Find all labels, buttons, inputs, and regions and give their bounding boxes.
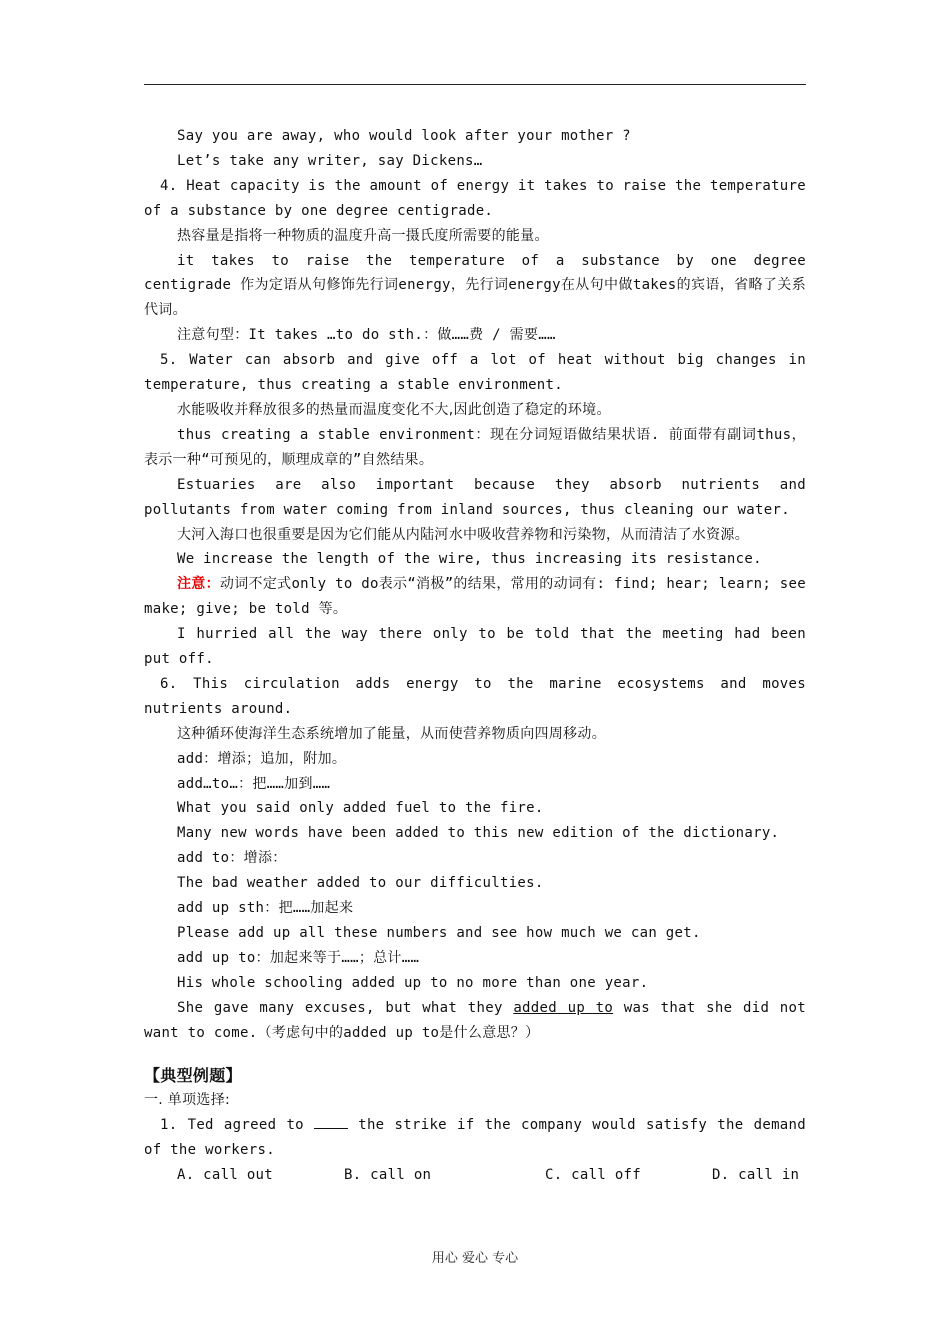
translation-line: 水能吸收并释放很多的热量而温度变化不大,因此创造了稳定的环境。 (177, 401, 611, 418)
example-line: The bad weather added to our difficulties. (177, 875, 544, 892)
translation-line: 热容量是指将一种物质的温度升高一摄氏度所需要的能量。 (177, 227, 549, 244)
definition-line: add up to：加起来等于……；总计…… (177, 949, 420, 966)
example-paragraph (144, 996, 806, 1046)
answer-options (144, 1163, 806, 1188)
example-line: Please add up all these numbers and see how much we can get. (177, 925, 701, 941)
section-heading: 【典型例题】 (144, 1065, 242, 1085)
explanation-line: thus creating a stable environment：现在分词短语做结果状语. 前面带有副词thus，表示一种“可预见的，顺理成章的”自然结果。 (144, 426, 806, 468)
definition-line: add to：增添： (177, 850, 287, 867)
option-a: A. call out (177, 1167, 274, 1184)
question-1 (144, 1113, 806, 1163)
explanation-line: it takes to raise the temperature of a substance by one degree centigrade 作为定语从句修饰先行词energy，先行词energy在从句中做takes的宾语，省略了关系代词。 (144, 252, 806, 319)
document-body (144, 124, 806, 1188)
numbered-item-6: 6. This circulation adds energy to the marine ecosystems and moves nutrients around. (144, 675, 806, 717)
example-text: was that she did not want to come.（考虑句中的added up to是什么意思？） (144, 999, 806, 1041)
underlined-phrase: added up to (513, 999, 614, 1016)
page-footer: 用心 爱心 专心 (431, 1251, 519, 1266)
example-line: Estuaries are also important because they absorb nutrients and pollutants from water coming from inland sources, thus cleaning our water. (144, 476, 806, 518)
header-rule (144, 84, 806, 85)
note-label: 注意： (177, 576, 220, 593)
translation-line: 大河入海口也很重要是因为它们能从内陆河水中吸收营养物和污染物，从而清洁了水资源。 (177, 526, 749, 543)
numbered-item-5: 5. Water can absorb and give off a lot of heat without big changes in temperature, thus creating a stable environment. (144, 352, 806, 394)
example-line: His whole schooling added up to no more than one year. (177, 974, 649, 991)
text-line: Let’s take any writer, say Dickens… (177, 152, 483, 169)
option-c: C. call off (545, 1167, 642, 1184)
answer-blank (314, 1114, 348, 1129)
numbered-item-4: 4. Heat capacity is the amount of energy it takes to raise the temperature of a substance by one degree centigrade. (144, 177, 806, 219)
example-text: She gave many excuses, but what they (177, 999, 514, 1016)
question-text: 1. Ted agreed to (160, 1117, 315, 1134)
text-line: Say you are away, who would look after your mother ? (177, 128, 631, 144)
option-b: B. call on (344, 1167, 432, 1184)
note-line: 注意句型：It takes …to do sth.：做……费 / 需要…… (177, 327, 556, 344)
subsection-title: 一. 单项选择: (144, 1092, 231, 1109)
note-text: 动词不定式only to do表示“消极”的结果，常用的动词有: find; hear; learn; see make; give; be told 等。 (144, 576, 806, 618)
example-line: I hurried all the way there only to be told that the meeting had been put off. (144, 626, 806, 668)
option-d: D. call in (712, 1167, 800, 1184)
question-text: the strike if the company would satisfy the demand of the workers. (144, 1117, 806, 1159)
definition-line: add…to…：把……加到…… (177, 775, 331, 792)
definition-line: add：增添；追加，附加。 (177, 750, 347, 767)
note-paragraph (144, 572, 806, 622)
example-line: Many new words have been added to this new edition of the dictionary. (177, 825, 780, 842)
translation-line: 这种循环使海洋生态系统增加了能量，从而使营养物质向四周移动。 (177, 725, 606, 742)
example-line: What you said only added fuel to the fire. (177, 800, 544, 817)
definition-line: add up sth：把……加起来 (177, 900, 354, 917)
example-line: We increase the length of the wire, thus increasing its resistance. (177, 551, 762, 568)
